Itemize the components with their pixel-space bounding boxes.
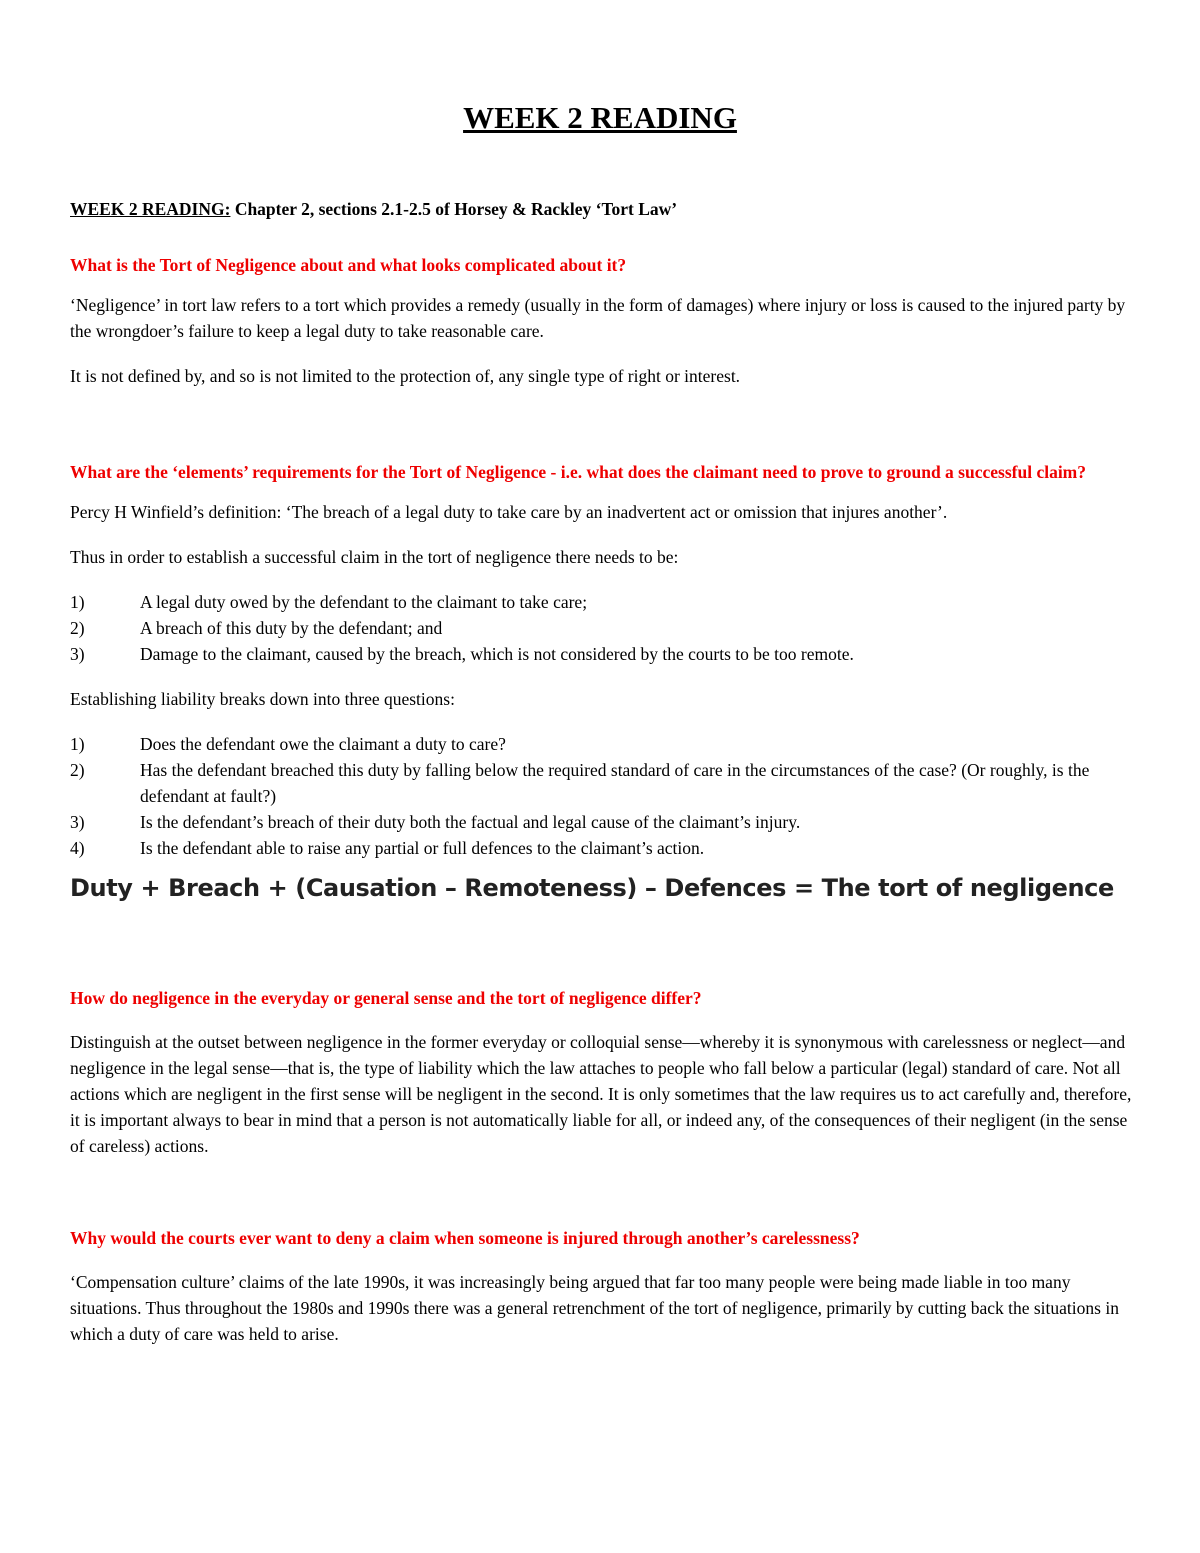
page-title: WEEK 2 READING xyxy=(463,100,737,135)
list-item xyxy=(70,589,1132,615)
list-text: A legal duty owed by the defendant to the claimant to take care; xyxy=(140,592,588,612)
paragraph: It is not defined by, and so is not limited to the protection of, any single type of right or interest. xyxy=(70,366,741,386)
question-heading-3: How do negligence in the everyday or general sense and the tort of negligence differ? xyxy=(70,988,702,1008)
paragraph: Establishing liability breaks down into three questions: xyxy=(70,689,455,709)
list-item xyxy=(70,615,1132,641)
list-text: Is the defendant’s breach of their duty both the factual and legal cause of the claimant’s injury. xyxy=(140,812,801,832)
list-item xyxy=(70,641,1132,667)
list-text: Damage to the claimant, caused by the breach, which is not considered by the courts to be too remote. xyxy=(140,644,854,664)
list-item xyxy=(70,835,1132,861)
questions-list xyxy=(70,731,1132,861)
reading-text: Chapter 2, sections 2.1-2.5 of Horsey & Rackley ‘Tort Law’ xyxy=(230,199,678,219)
reading-label: WEEK 2 READING: xyxy=(70,199,231,219)
list-text: Has the defendant breached this duty by falling below the required standard of care in the circumstances of the case? (Or roughly, is the defendant at fault?) xyxy=(140,760,1090,806)
reading-assignment xyxy=(70,196,1132,222)
elements-list xyxy=(70,589,1132,667)
paragraph: ‘Compensation culture’ claims of the late 1990s, it was increasingly being argued that far too many people were being made liable in too many situations. Thus throughout the 1980s and 1990s there was a general retrenchment of the tort of negligence, primarily by cutting back the situations in which a duty of care was held to arise. xyxy=(70,1272,1119,1344)
list-number: 1) xyxy=(70,592,85,612)
paragraph: Percy H Winfield’s definition: ‘The breach of a legal duty to take care by an inadvertent act or omission that injures another’. xyxy=(70,502,948,522)
list-item xyxy=(70,809,1132,835)
question-heading-4: Why would the courts ever want to deny a claim when someone is injured through another’s carelessness? xyxy=(70,1228,860,1248)
question-heading-2: What are the ‘elements’ requirements for the Tort of Negligence - i.e. what does the claimant need to prove to ground a successful claim? xyxy=(70,462,1087,482)
paragraph: Thus in order to establish a successful claim in the tort of negligence there needs to be: xyxy=(70,547,679,567)
list-number: 2) xyxy=(70,760,85,780)
list-text: A breach of this duty by the defendant; and xyxy=(140,618,443,638)
question-heading-1: What is the Tort of Negligence about and what looks complicated about it? xyxy=(70,255,627,275)
list-number: 3) xyxy=(70,812,85,832)
list-number: 1) xyxy=(70,734,85,754)
list-number: 2) xyxy=(70,618,85,638)
list-number: 3) xyxy=(70,644,85,664)
list-text: Does the defendant owe the claimant a duty to care? xyxy=(140,734,506,754)
paragraph: Distinguish at the outset between negligence in the former everyday or colloquial sense—whereby it is synonymous with carelessness or neglect—and negligence in the legal sense—that is, the type of liability which the law attaches to people who fall below a particular (legal) standard of care. Not all actions which are negligent in the first sense will be negligent in the second. It is only sometimes that the law requires us to act carefully and, therefore, it is important always to bear in mind that a person is not automatically liable for all, or indeed any, of the consequences of their negligent (in the sense of careless) actions. xyxy=(70,1032,1132,1156)
negligence-formula: Duty + Breach + (Causation – Remoteness) – Defences = The tort of negligence xyxy=(70,874,1114,902)
document-body xyxy=(70,196,1132,1366)
list-item xyxy=(70,731,1132,757)
list-text: Is the defendant able to raise any partial or full defences to the claimant’s action. xyxy=(140,838,705,858)
list-number: 4) xyxy=(70,838,85,858)
paragraph: ‘Negligence’ in tort law refers to a tort which provides a remedy (usually in the form of damages) where injury or loss is caused to the injured party by the wrongdoer’s failure to keep a legal duty to take reasonable care. xyxy=(70,295,1126,341)
list-item xyxy=(70,757,1132,809)
